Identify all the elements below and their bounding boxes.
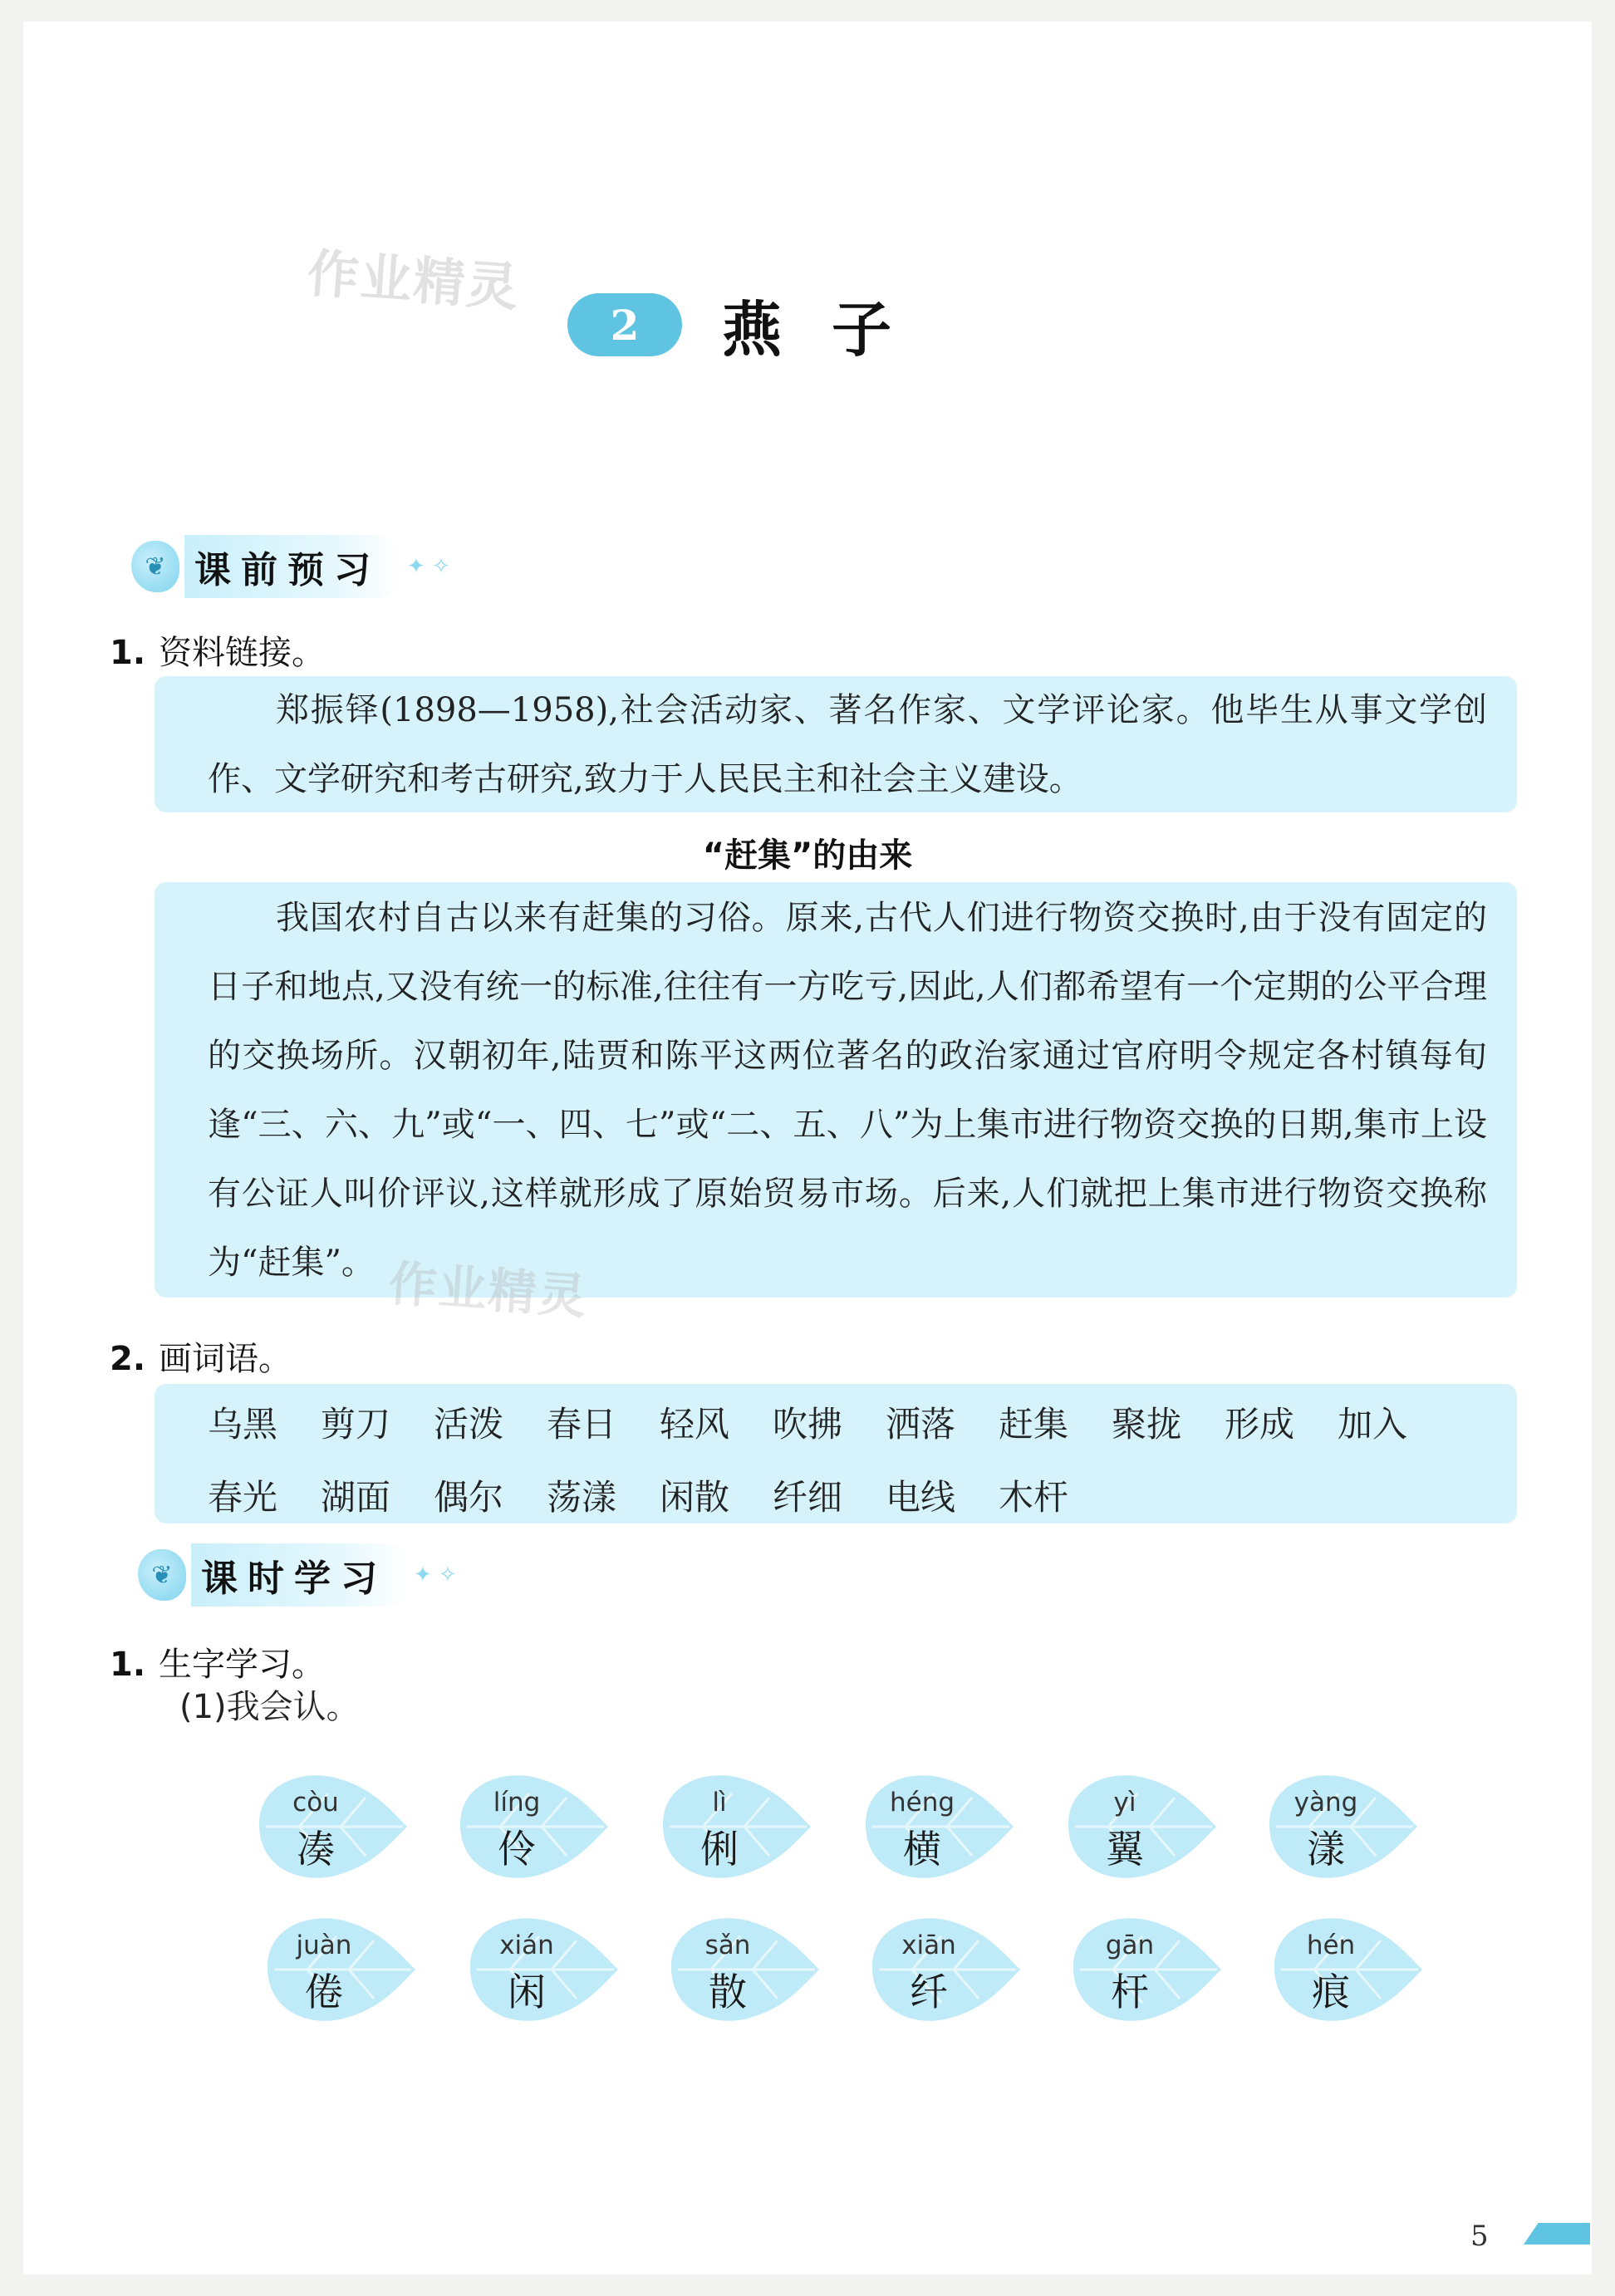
word-item: 聚拢 [1112, 1404, 1182, 1445]
question-text: 生字学习。 [159, 1646, 326, 1684]
word-item: 活泼 [434, 1404, 504, 1445]
hanzi-label: 漾 [1307, 1827, 1345, 1872]
word-item: 洒落 [886, 1404, 956, 1445]
sparkle-icon: ✦ ✧ [407, 554, 450, 579]
word-item: 乌黑 [208, 1404, 278, 1445]
word-item: 形成 [1225, 1404, 1295, 1445]
origin-title: “赶集”的由来 [702, 836, 913, 875]
question-text: 画词语。 [159, 1340, 292, 1378]
question-title [110, 1332, 292, 1380]
hanzi-label: 伶 [498, 1827, 536, 1872]
pinyin-label: hén [1306, 1931, 1356, 1960]
character-card [460, 1907, 623, 2032]
hanzi-label: 凑 [297, 1827, 335, 1872]
word-item: 木杆 [999, 1477, 1069, 1518]
question-number: 2. [110, 1340, 146, 1378]
hanzi-label: 倦 [305, 1970, 343, 2014]
pinyin-label: líng [493, 1788, 541, 1818]
section-header-preview [131, 535, 450, 598]
question-number: 1. [110, 634, 146, 672]
pinyin-label: juàn [296, 1931, 352, 1960]
hanzi-label: 散 [709, 1970, 747, 2014]
pinyin-label: xiān [901, 1931, 956, 1960]
question-number: 1. [110, 1646, 146, 1684]
pinyin-label: yì [1113, 1788, 1136, 1818]
word-item: 春光 [208, 1477, 278, 1518]
pinyin-label: héng [889, 1788, 955, 1818]
watermark: 作业精灵 [305, 243, 522, 318]
character-card [856, 1764, 1019, 1889]
section-label: 课时学习 [191, 1543, 409, 1607]
lesson-header [567, 287, 942, 365]
sub-question: (1)我会认。 [179, 1688, 360, 1726]
hanzi-label: 纤 [910, 1970, 948, 2014]
word-item: 吹拂 [773, 1404, 843, 1445]
character-card [1264, 1907, 1427, 2032]
lesson-number-badge: 2 [567, 293, 682, 356]
watermark: 作业精灵 [386, 1254, 590, 1326]
word-item: 春日 [547, 1404, 617, 1445]
workbook-page [23, 22, 1592, 2274]
word-item: 荡漾 [547, 1477, 617, 1518]
character-card [1058, 1764, 1221, 1889]
question-text: 资料链接。 [159, 634, 326, 672]
hanzi-label: 闲 [508, 1970, 546, 2014]
character-card [1063, 1907, 1226, 2032]
word-item: 纤细 [773, 1477, 843, 1518]
pinyin-label: gān [1105, 1931, 1155, 1960]
section-header-lesson [138, 1543, 457, 1607]
leaf-icon: ❦ [131, 541, 179, 592]
hanzi-label: 俐 [700, 1827, 739, 1872]
pinyin-label: yàng [1293, 1788, 1358, 1818]
hanzi-label: 杆 [1111, 1970, 1149, 2014]
word-item: 闲散 [660, 1477, 730, 1518]
pinyin-label: lì [712, 1788, 727, 1818]
pinyin-label: sǎn [704, 1931, 751, 1960]
origin-paragraph: 我国农村自古以来有赶集的习俗。原来,古代人们进行物资交换时,由于没有固定的日子和地点,又没有统一的标准,往往有一方吃亏,因此,人们都希望有一个定期的公平合理的交换场所。汉朝初年,陆贾和陈平这两位著名的政治家通过官府明令规定各村镇每旬逢“三、六、九”或“一、四、七”或“二、五、八”为上集市进行物资交换的日期,集市上设有公证人叫价评议,这样就形成了原始贸易市场。后来,人们就把上集市进行物资交换称为“赶集”。 [208, 899, 1487, 1282]
word-item: 加入 [1338, 1404, 1408, 1445]
word-item: 偶尔 [434, 1477, 504, 1518]
character-card [258, 1907, 420, 2032]
pinyin-label: xián [499, 1931, 554, 1960]
bio-paragraph: 郑振铎(1898—1958),社会活动家、著名作家、文学评论家。他毕生从事文学创作、文学研究和考古研究,致力于人民民主和社会主义建设。 [208, 691, 1487, 798]
word-item: 电线 [886, 1477, 956, 1518]
character-card [1259, 1764, 1422, 1889]
character-card [450, 1764, 613, 1889]
word-item: 湖面 [321, 1477, 391, 1518]
word-list [208, 1397, 1470, 1520]
word-item: 剪刀 [321, 1404, 391, 1445]
character-card [653, 1764, 816, 1889]
hanzi-label: 痕 [1312, 1970, 1350, 2014]
page-number: 5 [1470, 2220, 1489, 2253]
hanzi-label: 横 [903, 1827, 941, 1872]
leaf-icon: ❦ [138, 1549, 186, 1601]
question-title [110, 1638, 325, 1685]
word-item: 轻风 [660, 1404, 730, 1445]
section-label: 课前预习 [184, 535, 402, 598]
sparkle-icon: ✦ ✧ [414, 1563, 457, 1587]
question-title [110, 626, 325, 674]
word-item: 赶集 [999, 1404, 1069, 1445]
character-card [249, 1764, 412, 1889]
character-card [862, 1907, 1025, 2032]
corner-tab [1524, 2223, 1590, 2244]
pinyin-label: còu [292, 1788, 339, 1818]
hanzi-label: 翼 [1106, 1827, 1144, 1872]
lesson-title: 燕子 [722, 294, 942, 365]
character-card [661, 1907, 824, 2032]
